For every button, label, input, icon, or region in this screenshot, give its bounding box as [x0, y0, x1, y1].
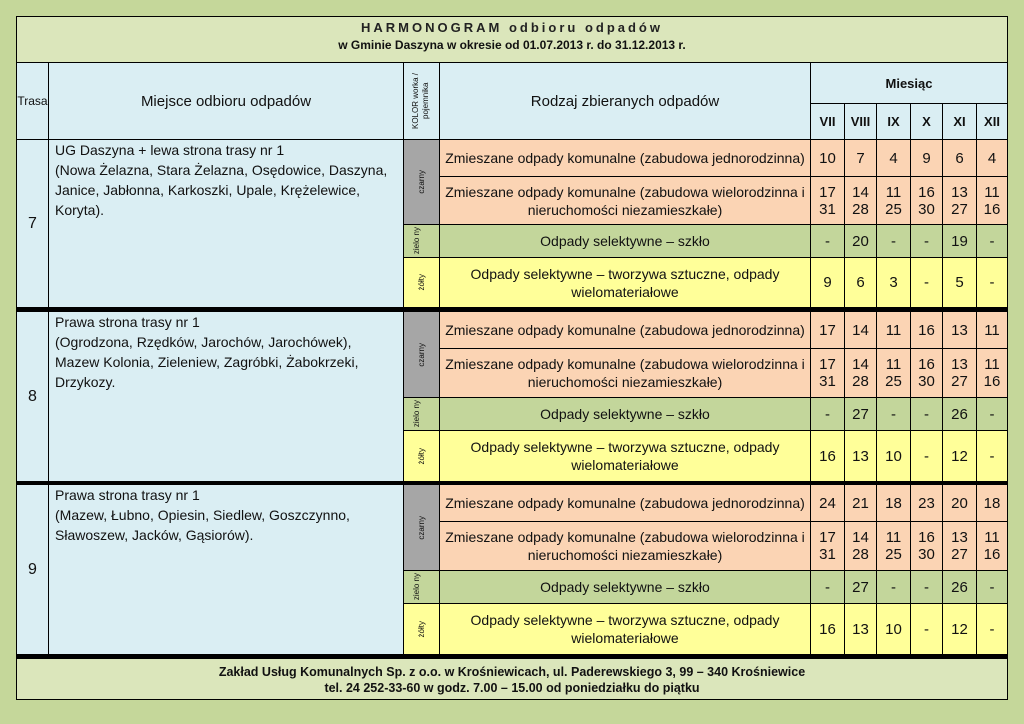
pickup-day-value: 20	[852, 232, 869, 250]
pickup-day-value: 27	[951, 200, 968, 218]
pickup-day-value: -	[989, 405, 995, 423]
pickup-day-value: 7	[856, 149, 865, 167]
pickup-day	[911, 349, 942, 397]
pickup-day	[811, 398, 844, 430]
pickup-day	[877, 398, 910, 430]
bag-color-label: zielo ny	[411, 573, 421, 601]
pickup-day	[811, 431, 844, 481]
pickup-day	[911, 140, 942, 176]
pickup-day-value: -	[989, 232, 995, 250]
pickup-day	[845, 225, 876, 257]
pickup-day-value: 11	[885, 356, 902, 373]
pickup-day	[877, 604, 910, 654]
header-rodzaj: Rodzaj zbieranych odpadów	[440, 63, 810, 139]
pickup-day-value: 4	[987, 149, 997, 167]
pickup-day	[977, 522, 1007, 570]
pickup-day-value: 19	[951, 232, 968, 250]
pickup-day	[911, 177, 942, 224]
route-place	[49, 485, 403, 654]
waste-type-line: Zmieszane odpady komunalne (zabudowa jednorodzinna)	[445, 322, 805, 338]
pickup-day-value: 25	[885, 546, 902, 563]
pickup-day-value: 17	[819, 183, 836, 201]
pickup-day-value: -	[924, 232, 929, 250]
waste-type-line: wielomateriałowe	[571, 630, 679, 646]
pickup-day	[845, 571, 876, 603]
pickup-day	[811, 604, 844, 654]
pickup-day-value: -	[891, 232, 896, 250]
pickup-day	[943, 140, 976, 176]
waste-type	[440, 522, 810, 570]
document-footer	[17, 659, 1007, 699]
pickup-day-value: 27	[951, 373, 968, 390]
pickup-day	[911, 258, 942, 307]
bag-color-yellow	[404, 431, 439, 481]
pickup-day-value: 18	[885, 494, 902, 512]
bag-color-green	[404, 398, 439, 430]
waste-type	[440, 258, 810, 307]
route-place-line: UG Daszyna + lewa strona trasy nr 1	[55, 142, 285, 158]
bag-color-yellow	[404, 258, 439, 307]
pickup-day	[845, 258, 876, 307]
pickup-day	[943, 485, 976, 521]
waste-type	[440, 398, 810, 430]
pickup-day-value: 16	[983, 373, 1001, 390]
pickup-day-value: 4	[889, 149, 898, 167]
pickup-day	[811, 312, 844, 348]
header-miejsce: Miejsce odbioru odpadów	[49, 63, 403, 139]
pickup-day-value: 6	[955, 149, 964, 167]
document-subtitle: w Gminie Daszyna w okresie od 01.07.2013 r. do 31.12.2013 r.	[338, 38, 686, 52]
pickup-day	[943, 398, 976, 430]
pickup-day	[845, 604, 876, 654]
pickup-day-value: 26	[951, 578, 968, 596]
pickup-day-value: 10	[885, 447, 902, 465]
waste-type-line: Zmieszane odpady komunalne (zabudowa wielorodzinna i	[445, 356, 805, 372]
pickup-day	[877, 485, 910, 521]
document-title: HARMONOGRAM odbioru odpadów	[361, 20, 663, 35]
pickup-day-value: 16	[819, 447, 836, 465]
pickup-day-value: 25	[885, 200, 902, 218]
month-header: IX	[877, 104, 910, 139]
pickup-day-value: 28	[852, 200, 869, 218]
route-place-line: Sławoszew, Jacków, Gąsiorów).	[55, 527, 254, 543]
bag-color-green	[404, 571, 439, 603]
pickup-day	[977, 349, 1007, 397]
waste-type-line: Odpady selektywne – tworzywa sztuczne, odpady	[470, 265, 780, 282]
pickup-day-value: 16	[918, 356, 935, 373]
pickup-day-value: 11	[984, 183, 1000, 201]
pickup-day-value: 17	[819, 356, 836, 373]
pickup-day	[811, 225, 844, 257]
bag-color-label: żółty	[417, 274, 426, 291]
pickup-day	[811, 140, 844, 176]
pickup-day-value: 13	[852, 620, 869, 638]
pickup-day	[845, 312, 876, 348]
route-place	[49, 140, 403, 307]
pickup-day	[877, 571, 910, 603]
pickup-day-value: 12	[951, 447, 968, 465]
route-place-line: Janice, Jabłonna, Karkoszki, Upale, Krężelewice,	[55, 182, 361, 198]
pickup-day	[845, 349, 876, 397]
pickup-day-value: 3	[889, 274, 898, 291]
pickup-day-value: 9	[922, 149, 931, 167]
pickup-day-value: -	[825, 232, 830, 250]
pickup-day-value: -	[825, 405, 830, 423]
pickup-day-value: 10	[819, 149, 836, 167]
waste-type	[440, 571, 810, 603]
route-place	[49, 312, 403, 481]
pickup-day-value: -	[989, 578, 995, 596]
pickup-day-value: 20	[951, 494, 968, 512]
pickup-day	[845, 522, 876, 570]
route-number: 8	[17, 312, 48, 481]
pickup-day	[845, 398, 876, 430]
pickup-day-value: 11	[984, 356, 1000, 373]
pickup-day	[911, 522, 942, 570]
pickup-day-value: 13	[951, 356, 968, 373]
pickup-day-value: -	[924, 274, 929, 291]
pickup-day-value: 14	[852, 356, 869, 373]
pickup-day	[877, 258, 910, 307]
pickup-day-value: 28	[852, 373, 869, 390]
pickup-day	[845, 431, 876, 481]
waste-type-line: Odpady selektywne – szkło	[540, 579, 710, 595]
bag-color-label: żółty	[417, 447, 426, 465]
pickup-day	[911, 485, 942, 521]
pickup-day-value: 16	[918, 529, 935, 546]
pickup-day-value: 17	[819, 529, 836, 546]
bag-color-black	[404, 485, 439, 570]
pickup-day-value: 17	[819, 321, 836, 339]
pickup-day	[811, 522, 844, 570]
pickup-day-value: 11	[885, 529, 902, 546]
pickup-day	[943, 431, 976, 481]
pickup-day	[977, 604, 1007, 654]
pickup-day	[943, 604, 976, 654]
waste-type-line: nieruchomości niezamieszkałe)	[527, 547, 723, 563]
pickup-day-value: 28	[852, 546, 869, 563]
pickup-day-value: 9	[823, 274, 832, 291]
pickup-day-value: 16	[918, 183, 935, 201]
bag-color-black	[404, 312, 439, 397]
pickup-day	[943, 349, 976, 397]
footer-company: Zakład Usług Komunalnych Sp. z o.o. w Krośniewicach, ul. Paderewskiego 3, 99 – 340 Krośniewice	[218, 665, 806, 679]
pickup-day-value: 13	[951, 321, 968, 339]
pickup-day	[943, 571, 976, 603]
pickup-day	[877, 349, 910, 397]
bag-color-label: czarny	[417, 342, 426, 367]
header-kolor: KOLOR worka / pojemnika	[404, 63, 439, 139]
month-header: X	[911, 104, 942, 139]
header-trasa: Trasa	[17, 63, 48, 139]
waste-type	[440, 225, 810, 257]
pickup-day	[811, 258, 844, 307]
pickup-day-value: 14	[852, 529, 869, 546]
waste-type-line: wielomateriałowe	[571, 283, 679, 300]
pickup-day-value: 30	[918, 373, 935, 390]
pickup-day-value: 11	[885, 183, 902, 201]
route-place-line: (Mazew, Łubno, Opiesin, Siedlew, Goszczynno,	[55, 507, 350, 523]
pickup-day	[845, 485, 876, 521]
pickup-day-value: 21	[852, 494, 869, 512]
pickup-day	[977, 312, 1007, 348]
pickup-day-value: -	[891, 405, 896, 423]
pickup-day-value: 24	[819, 494, 836, 512]
pickup-day-value: -	[989, 620, 995, 638]
month-header: XII	[977, 104, 1007, 139]
pickup-day	[977, 177, 1007, 224]
waste-type-line: Odpady selektywne – szkło	[540, 406, 710, 422]
waste-type-line: Zmieszane odpady komunalne (zabudowa wielorodzinna i	[445, 529, 805, 545]
pickup-day-value: 11	[984, 321, 1000, 339]
waste-type	[440, 140, 810, 176]
bag-color-green	[404, 225, 439, 257]
pickup-day-value: 13	[852, 447, 869, 465]
pickup-day-value: 16	[983, 200, 1001, 218]
route-place-line: Prawa strona trasy nr 1	[55, 487, 200, 503]
bag-color-black	[404, 140, 439, 224]
pickup-day	[811, 485, 844, 521]
waste-type	[440, 485, 810, 521]
waste-type-line: Zmieszane odpady komunalne (zabudowa jednorodzinna)	[445, 495, 805, 511]
pickup-day	[877, 312, 910, 348]
pickup-day	[911, 312, 942, 348]
pickup-day	[911, 225, 942, 257]
pickup-day-value: 25	[885, 373, 902, 390]
bag-color-label: zielo ny	[411, 400, 421, 428]
footer-phone: tel. 24 252-33-60 w godz. 7.00 – 15.00 od poniedziałku do piątku	[324, 681, 700, 695]
waste-type-line: Zmieszane odpady komunalne (zabudowa wielorodzinna i	[445, 183, 805, 200]
bag-color-label: zielo ny	[411, 227, 421, 255]
pickup-day	[943, 312, 976, 348]
route-number: 9	[17, 485, 48, 654]
pickup-day-value: 11	[984, 529, 1000, 546]
pickup-day	[977, 140, 1007, 176]
header-miesiac: Miesiąc	[811, 63, 1007, 103]
month-header: XI	[943, 104, 976, 139]
pickup-day-value: -	[924, 447, 929, 465]
pickup-day-value: 31	[819, 200, 836, 218]
pickup-day	[943, 522, 976, 570]
pickup-day-value: -	[924, 620, 929, 638]
pickup-day-value: 5	[955, 274, 964, 291]
pickup-day	[977, 398, 1007, 430]
pickup-day-value: -	[989, 447, 995, 465]
month-header: VII	[811, 104, 844, 139]
pickup-day-value: 13	[951, 183, 968, 201]
pickup-day-value: 16	[983, 546, 1001, 563]
pickup-day-value: 16	[918, 321, 935, 339]
pickup-day	[911, 571, 942, 603]
pickup-day	[977, 225, 1007, 257]
pickup-day	[845, 140, 876, 176]
pickup-day-value: 14	[852, 321, 869, 339]
pickup-day	[977, 571, 1007, 603]
pickup-day	[943, 258, 976, 307]
pickup-day	[977, 258, 1007, 307]
bag-color-label: czarny	[417, 515, 426, 540]
pickup-day-value: 13	[951, 529, 968, 546]
month-header: VIII	[845, 104, 876, 139]
waste-type-line: nieruchomości niezamieszkałe)	[527, 374, 723, 390]
pickup-day-value: -	[924, 578, 929, 596]
pickup-day-value: -	[891, 578, 896, 596]
waste-type-line: Odpady selektywne – tworzywa sztuczne, odpady	[470, 439, 780, 455]
route-number: 7	[17, 140, 48, 307]
pickup-day-value: 6	[856, 274, 865, 291]
pickup-day	[943, 177, 976, 224]
pickup-day-value: 16	[819, 620, 836, 638]
bag-color-label: żółty	[417, 620, 426, 638]
route-place-line: (Ogrodzona, Rzędków, Jarochów, Jarochówek),	[55, 334, 352, 350]
route-place-line: Mazew Kolonia, Zieleniew, Zagróbki, Żabokrzeki,	[55, 354, 359, 370]
bag-color-yellow	[404, 604, 439, 654]
waste-type-line: nieruchomości niezamieszkałe)	[527, 201, 723, 218]
pickup-day	[877, 140, 910, 176]
pickup-day	[911, 431, 942, 481]
waste-type-line: Odpady selektywne – szkło	[540, 233, 710, 249]
pickup-day	[811, 349, 844, 397]
pickup-day	[877, 225, 910, 257]
pickup-day-value: 27	[852, 578, 869, 596]
pickup-day-value: 12	[951, 620, 968, 638]
pickup-day-value: 30	[918, 200, 935, 218]
pickup-day	[977, 485, 1007, 521]
waste-type	[440, 177, 810, 224]
pickup-day-value: 23	[918, 494, 935, 512]
waste-type-line: wielomateriałowe	[571, 457, 679, 473]
pickup-day	[845, 177, 876, 224]
route-place-line: Koryta).	[55, 202, 105, 218]
pickup-day-value: 14	[852, 183, 869, 201]
pickup-day-value: 30	[918, 546, 935, 563]
route-place-line: (Nowa Żelazna, Stara Żelazna, Osędowice, Daszyna,	[55, 162, 388, 178]
pickup-day	[977, 431, 1007, 481]
pickup-day	[811, 571, 844, 603]
pickup-day	[877, 431, 910, 481]
waste-type	[440, 312, 810, 348]
pickup-day-value: 18	[983, 494, 1001, 512]
waste-type	[440, 431, 810, 481]
pickup-day-value: 31	[819, 546, 836, 563]
pickup-day-value: -	[825, 578, 830, 596]
pickup-day	[877, 177, 910, 224]
pickup-day-value: 31	[819, 373, 836, 390]
pickup-day-value: 10	[885, 620, 902, 638]
route-place-line: Prawa strona trasy nr 1	[55, 314, 200, 330]
pickup-day	[943, 225, 976, 257]
pickup-day-value: 26	[951, 405, 968, 423]
pickup-day-value: 11	[885, 321, 902, 339]
pickup-day-value: -	[924, 405, 929, 423]
route-place-line: Drzykozy.	[55, 374, 116, 390]
waste-type	[440, 349, 810, 397]
waste-type-line: Zmieszane odpady komunalne (zabudowa jednorodzinna)	[445, 150, 805, 166]
document-header	[17, 17, 1007, 62]
pickup-day	[911, 604, 942, 654]
bag-color-label: czarny	[417, 170, 426, 194]
pickup-day-value: 27	[852, 405, 869, 423]
pickup-day	[911, 398, 942, 430]
pickup-day	[811, 177, 844, 224]
pickup-day-value: -	[989, 274, 995, 291]
waste-type-line: Odpady selektywne – tworzywa sztuczne, odpady	[470, 612, 780, 628]
pickup-day	[877, 522, 910, 570]
waste-type	[440, 604, 810, 654]
pickup-day-value: 27	[951, 546, 968, 563]
